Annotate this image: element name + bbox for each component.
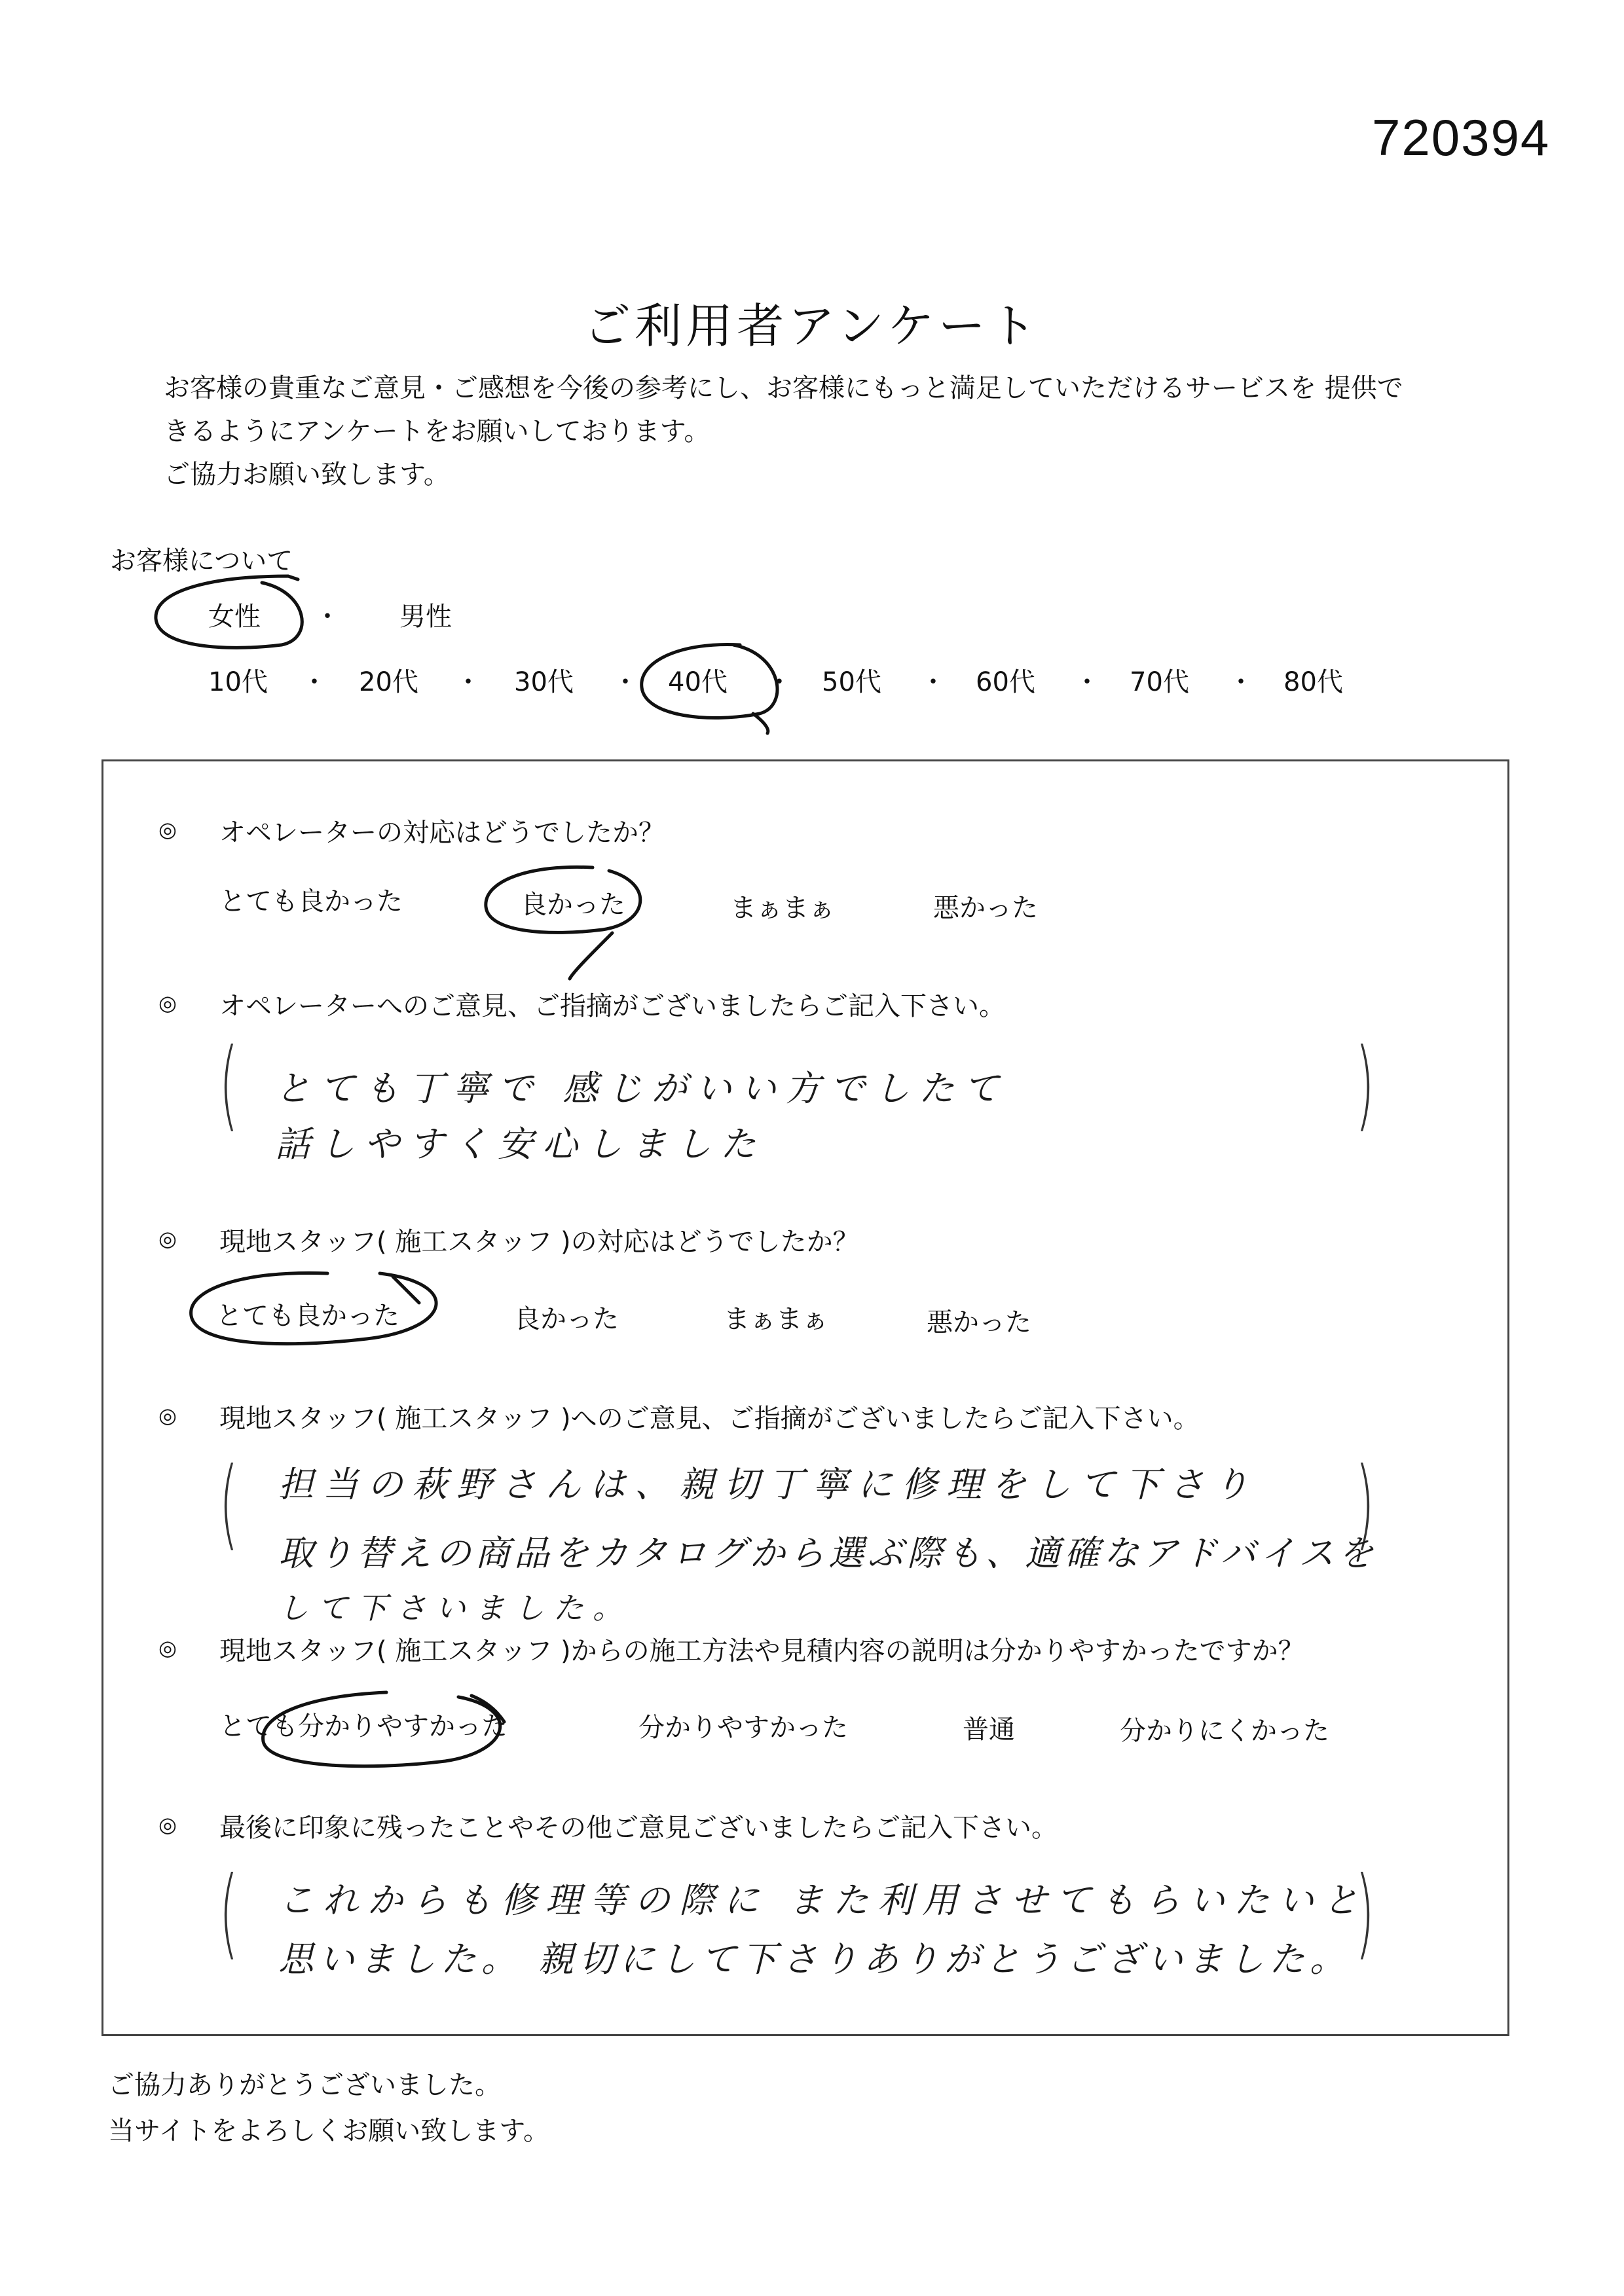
question-5: 現地スタッフ( 施工スタッフ )からの施工方法や見積内容の説明は分かりやすかったですか？ [219,1636,1304,1666]
separator: ・ [314,602,341,632]
question-1: オペレーターの対応はどうでしたか？ [219,818,665,848]
bullet-icon: ◎ [158,1635,177,1660]
gender-option-male[interactable]: 男性 [399,602,452,632]
bracket-open: ( [219,1028,238,1142]
separator: ・ [301,667,327,697]
age-option-50s[interactable]: 50代 [822,667,881,697]
bracket-close: ) [1355,1856,1375,1970]
intro-line-2: きるようにアンケートをお願いしております。 [164,416,710,446]
q1-option-good[interactable]: 良かった [521,890,625,920]
bracket-open: ( [219,1447,238,1561]
customer-heading: お客様について [110,546,293,576]
q6-answer-line-1: これからも修理等の際に また利用させてもらいたいと [278,1880,1368,1921]
age-option-70s[interactable]: 70代 [1130,667,1189,697]
age-option-20s[interactable]: 20代 [359,667,418,697]
bullet-icon: ◎ [158,1403,177,1428]
q3-option-very-good[interactable]: とても良かった [216,1301,399,1331]
separator: ・ [920,667,946,697]
separator: ・ [766,667,792,697]
separator: ・ [1074,667,1100,697]
q6-answer-line-2: 思いました。 親切にして下さりありがとうございました。 [278,1939,1351,1980]
q4-answer-line-2: 取り替えの商品をカタログから選ぶ際も、適確なアドバイスを [278,1533,1378,1574]
q2-answer-line-1: とても丁寧で 感じがいい方でしたて [275,1068,1008,1109]
bracket-close: ) [1355,1447,1375,1561]
bracket-open: ( [219,1856,238,1970]
footer [108,2062,549,2154]
q1-option-so-so[interactable]: まぁまぁ [730,893,835,923]
q3-option-so-so[interactable]: まぁまぁ [724,1304,828,1334]
age-option-40s[interactable]: 40代 [668,667,728,697]
footer-line-2: 当サイトをよろしくお願い致します。 [108,2116,549,2146]
bullet-icon: ◎ [158,1812,177,1837]
separator: ・ [455,667,481,697]
bracket-close: ) [1355,1028,1375,1142]
separator: ・ [1228,667,1254,697]
q3-option-good[interactable]: 良かった [514,1304,619,1334]
question-3: 現地スタッフ( 施工スタッフ )の対応はどうでしたか？ [219,1227,859,1257]
q5-option-normal[interactable]: 普通 [963,1715,1015,1745]
bullet-icon: ◎ [158,817,177,842]
question-6: 最後に印象に残ったことやその他ご意見ございましたらご記入下さい。 [219,1813,1058,1843]
gender-option-female[interactable]: 女性 [208,602,261,632]
intro-text [164,367,1545,496]
question-2: オペレーターへのご意見、ご指摘がございましたらご記入下さい。 [219,991,1005,1021]
q5-option-clear[interactable]: 分かりやすかった [638,1713,848,1743]
age-option-60s[interactable]: 60代 [976,667,1035,697]
separator: ・ [612,667,638,697]
q5-option-very-clear[interactable]: とても分かりやすかった [219,1711,507,1741]
bullet-icon: ◎ [158,991,177,1015]
q2-answer-line-2: 話しやすく安心しました [275,1123,765,1165]
q5-option-unclear[interactable]: 分かりにくかった [1120,1716,1329,1746]
intro-line-1: お客様の貴重なご意見・ご感想を今後の参考にし、お客様にもっと満足していただけるサービスを 提供で [164,373,1403,403]
q3-option-bad[interactable]: 悪かった [927,1307,1031,1338]
question-4: 現地スタッフ( 施工スタッフ )へのご意見、ご指摘がございましたらご記入下さい。 [219,1404,1200,1434]
age-option-80s[interactable]: 80代 [1283,667,1343,697]
q4-answer-line-1: 担当の萩野さんは、親切丁寧に修理をして下さり [278,1464,1258,1505]
q4-answer-line-3: して下さいました。 [278,1590,632,1626]
q1-option-bad[interactable]: 悪かった [933,893,1038,923]
footer-line-1: ご協力ありがとうございました。 [108,2070,501,2100]
intro-line-3: ご協力お願い致します。 [164,460,450,490]
page-title: ご利用者アンケート [583,299,1041,354]
q1-option-very-good[interactable]: とても良かった [219,886,403,917]
age-option-30s[interactable]: 30代 [514,667,574,697]
age-option-10s[interactable]: 10代 [208,667,268,697]
document-number: 720394 [1372,109,1551,166]
bullet-icon: ◎ [158,1226,177,1251]
